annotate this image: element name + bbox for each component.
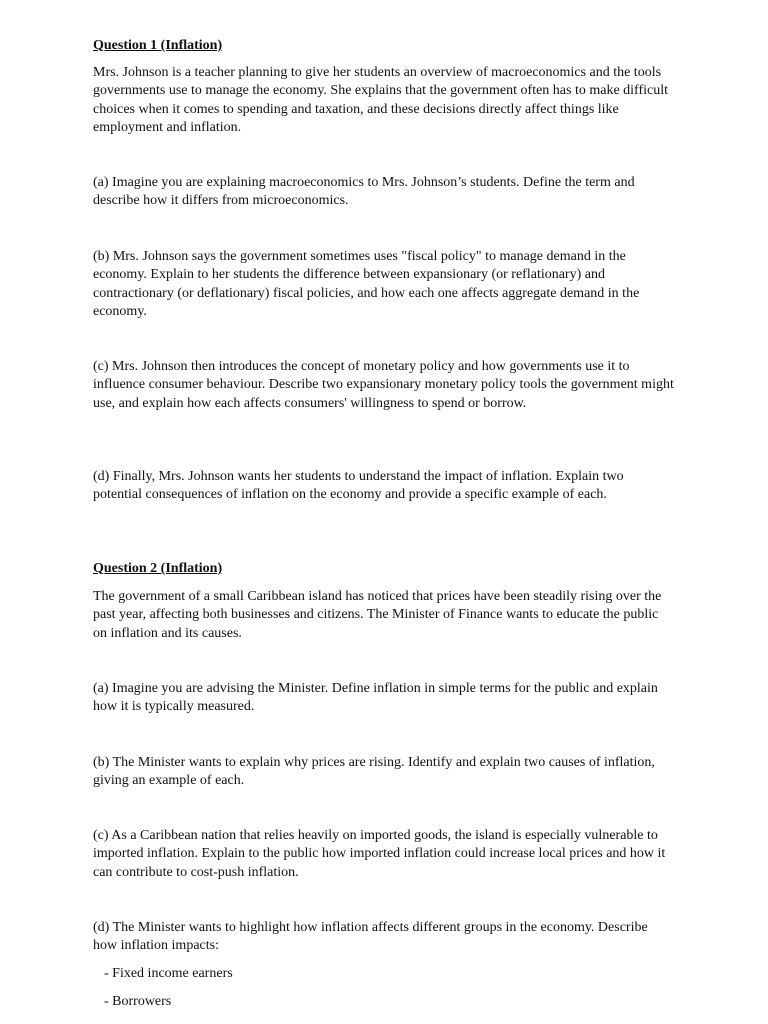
question-2-part-c: (c) As a Caribbean nation that relies heavily on imported goods, the island is especially vulnerable to imported inflation. Explain to the public how imported inflation could increase local prices and how it can contribute to cost-push inflation. bbox=[93, 828, 666, 880]
question-1-part-b: (b) Mrs. Johnson says the government sometimes uses "fiscal policy" to manage demand in the economy. Explain to her students the difference between expansionary (or reflationary) and contractionary (or deflationary) fiscal policies, and how each one affects aggregate demand in the economy. bbox=[93, 249, 640, 319]
bullet-borrowers: - Borrowers bbox=[104, 994, 172, 1009]
question-2-intro: The government of a small Caribbean island has noticed that prices have been steadily rising over the past year, affecting both businesses and citizens. The Minister of Finance wants to educate the public on inflation and its causes. bbox=[93, 589, 662, 641]
bullet-fixed-income-earners: - Fixed income earners bbox=[104, 966, 233, 981]
question-1-part-c: (c) Mrs. Johnson then introduces the concept of monetary policy and how governments use it to influence consumer behaviour. Describe two expansionary monetary policy tools the government might use, and explain how each affects consumers' willingness to spend or borrow. bbox=[93, 359, 674, 411]
question-1-heading: Question 1 (Inflation) bbox=[93, 38, 223, 53]
question-2-part-d: (d) The Minister wants to highlight how inflation affects different groups in the economy. Describe how inflation impacts: bbox=[93, 920, 648, 954]
question-1-intro: Mrs. Johnson is a teacher planning to give her students an overview of macroeconomics and the tools governments use to manage the economy. She explains that the government often has to make difficult choices when it comes to spending and taxation, and these decisions directly affect things like employment and inflation. bbox=[93, 65, 669, 135]
question-2-heading: Question 2 (Inflation) bbox=[93, 561, 223, 576]
question-1-part-d: (d) Finally, Mrs. Johnson wants her students to understand the impact of inflation. Explain two potential consequences of inflation on the economy and provide a specific example of each. bbox=[93, 469, 624, 503]
question-1-part-a: (a) Imagine you are explaining macroeconomics to Mrs. Johnson’s students. Define the term and describe how it differs from microeconomics. bbox=[93, 175, 635, 209]
question-2-part-b: (b) The Minister wants to explain why prices are rising. Identify and explain two causes of inflation, giving an example of each. bbox=[93, 755, 655, 789]
question-2-part-a: (a) Imagine you are advising the Minister. Define inflation in simple terms for the public and explain how it is typically measured. bbox=[93, 681, 658, 715]
